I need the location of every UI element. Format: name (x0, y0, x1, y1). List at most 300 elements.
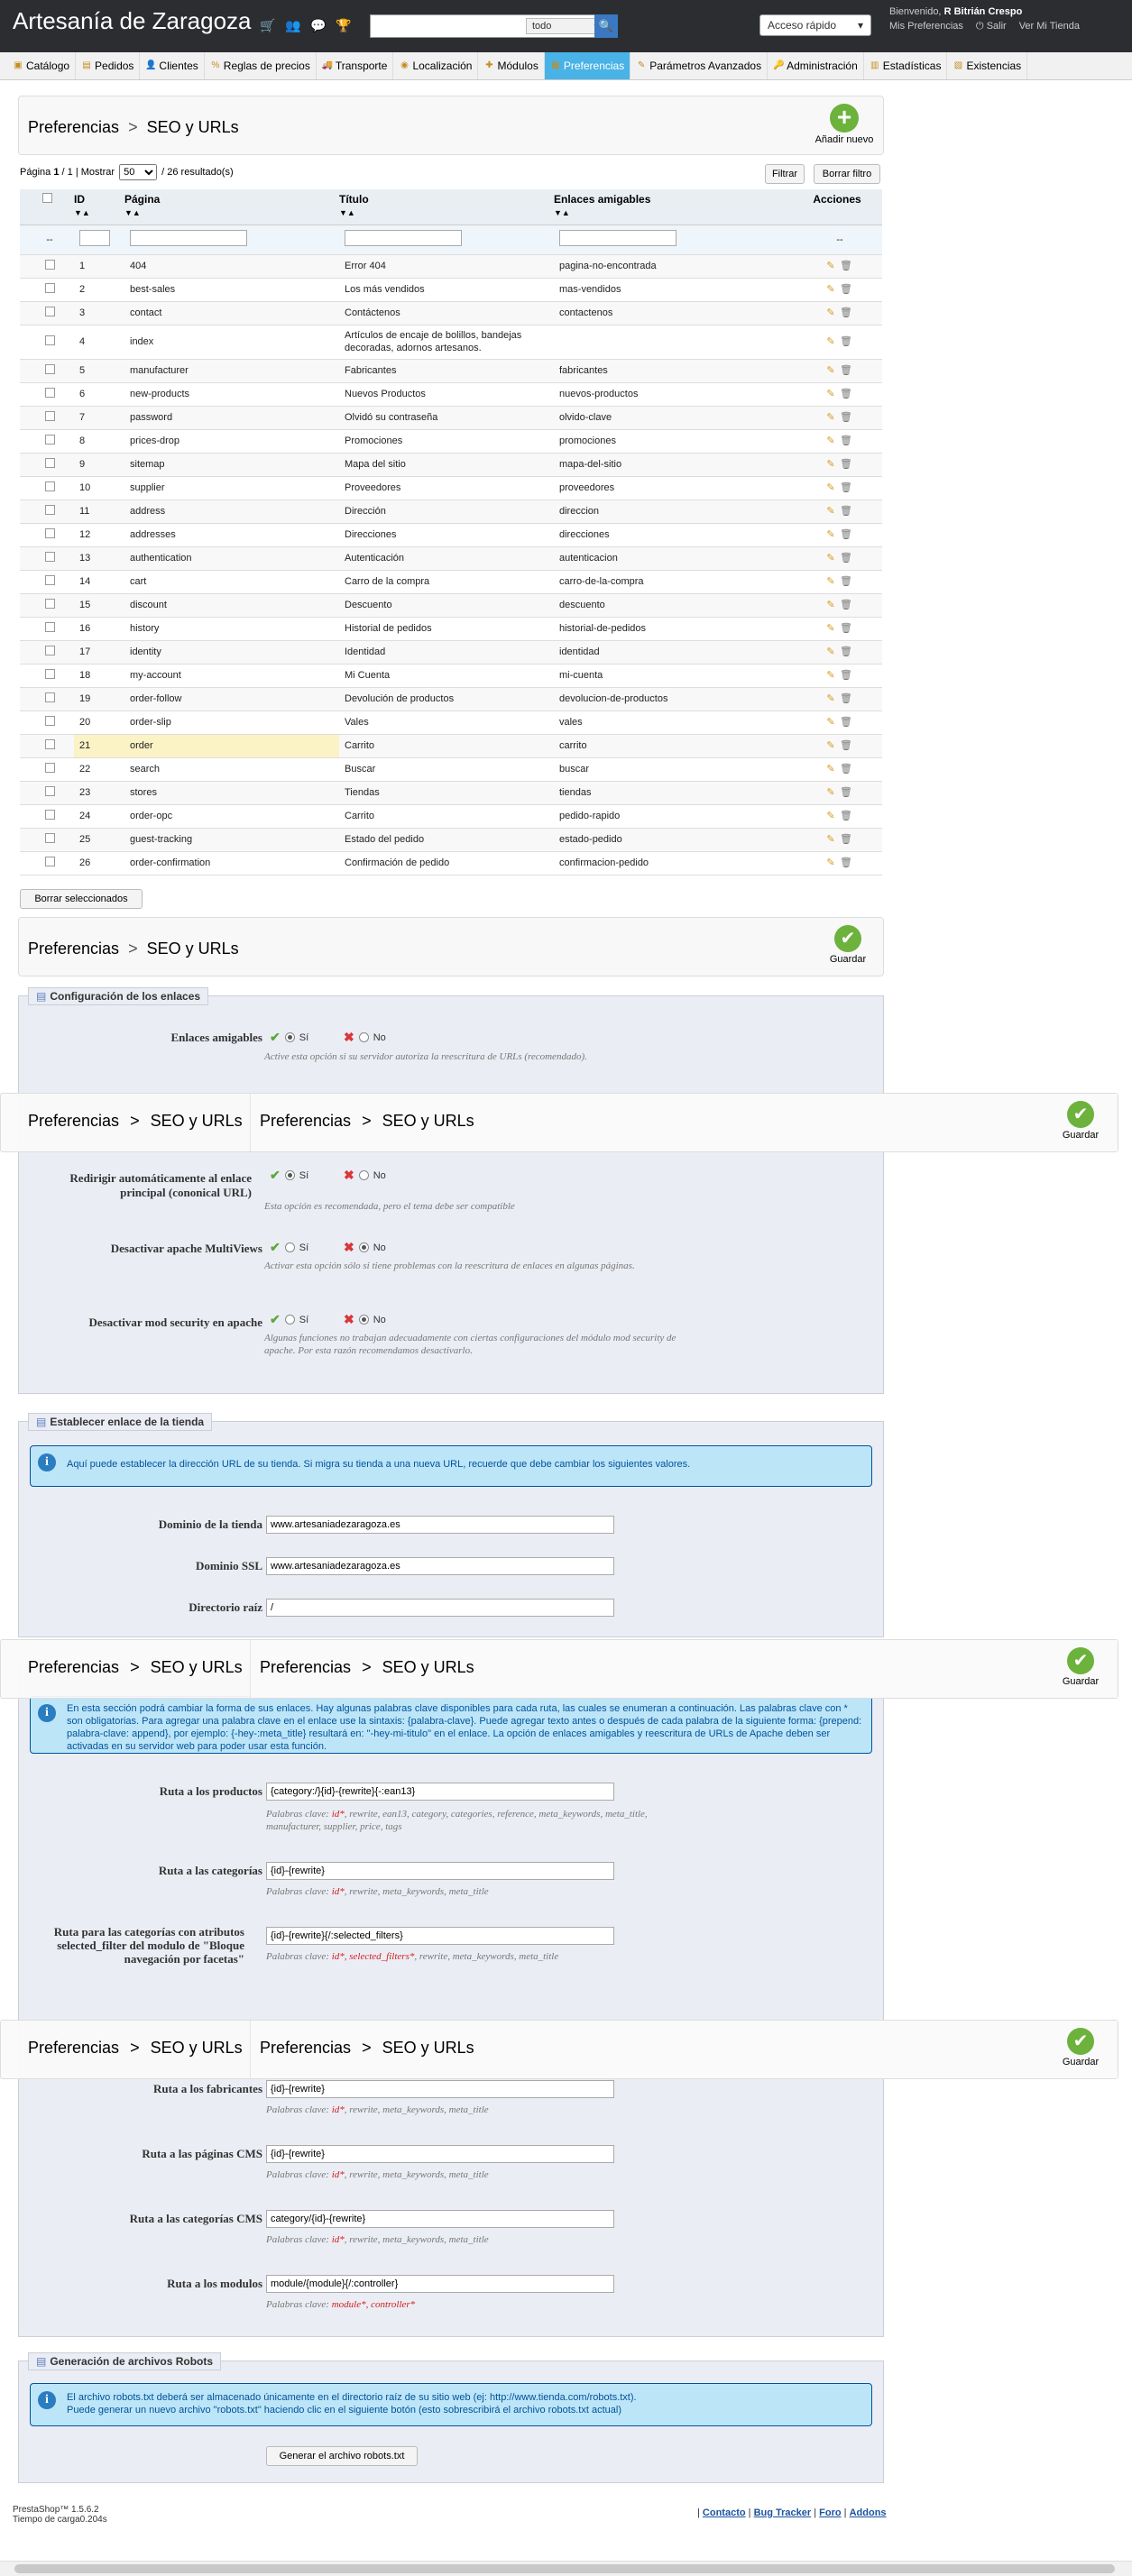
delete-icon[interactable]: 🗑 (840, 412, 852, 423)
table-row[interactable] (20, 523, 882, 546)
tab-reglas-de-precios[interactable] (205, 52, 317, 79)
search-button[interactable] (594, 14, 618, 38)
save-button[interactable]: ✔ Guardar (1058, 1647, 1103, 1687)
row-checkbox[interactable] (45, 622, 55, 632)
save-toolbar (18, 917, 884, 976)
cell-rewrite: identidad (554, 640, 792, 664)
row-checkbox[interactable] (45, 646, 55, 655)
row-checkbox[interactable] (45, 857, 55, 866)
cell-rewrite: buscar (554, 757, 792, 781)
canonical-yes-radio[interactable] (285, 1170, 295, 1180)
delete-icon[interactable]: 🗑 (840, 389, 852, 399)
table-row[interactable] (20, 757, 882, 781)
delete-icon[interactable]: 🗑 (840, 857, 852, 868)
tab-pedidos[interactable] (76, 52, 140, 79)
table-row[interactable] (20, 804, 882, 828)
friendly-label: Enlaces amigables (170, 1031, 262, 1044)
footer (13, 2505, 107, 2525)
filter-title-input[interactable] (345, 230, 462, 246)
form-icon: ▤ (36, 2355, 47, 2368)
cell-page: order-slip (124, 710, 339, 734)
tab-icon: % (211, 60, 220, 70)
route-manufacturers-input[interactable]: {id}-{rewrite} (266, 2080, 614, 2098)
cell-page: prices-drop (124, 429, 339, 453)
cell-rewrite: pedido-rapido (554, 804, 792, 828)
route-cms-input[interactable]: {id}-{rewrite} (266, 2145, 614, 2163)
links-config-fieldset (18, 990, 884, 1394)
tab-icon: ▣ (14, 60, 23, 70)
table-row[interactable] (20, 325, 882, 359)
tab-localizaci-n[interactable] (393, 52, 478, 79)
cell-title: Mi Cuenta (339, 664, 554, 687)
cell-rewrite: estado-pedido (554, 828, 792, 851)
row-checkbox[interactable] (45, 786, 55, 796)
cell-page: new-products (124, 382, 339, 406)
edit-icon[interactable]: ✎ (826, 261, 835, 271)
yes-icon: ✔ (270, 1240, 281, 1254)
row-checkbox[interactable] (45, 692, 55, 702)
top-bar (0, 0, 1132, 52)
canonical-hint: Esta opción es recomendada, pero el tema debe ser compatible (264, 1201, 515, 1212)
cell-page: guest-tracking (124, 828, 339, 851)
multiviews-label: Desactivar apache MultiViews (110, 1242, 262, 1255)
edit-icon[interactable]: ✎ (826, 553, 835, 564)
delete-icon[interactable]: 🗑 (840, 506, 852, 517)
tab-clientes[interactable] (140, 52, 204, 79)
table-row[interactable] (20, 710, 882, 734)
row-checkbox[interactable] (45, 810, 55, 820)
canonical-no-radio[interactable] (359, 1170, 369, 1180)
delete-icon[interactable]: 🗑 (840, 670, 852, 681)
view-shop-link[interactable]: Ver Mi Tienda (1018, 21, 1080, 32)
tab-icon: ▥ (870, 60, 879, 70)
tab-par-metros-avanzados[interactable] (630, 52, 768, 79)
cell-id: 23 (74, 781, 124, 804)
friendly-no-radio[interactable] (359, 1032, 369, 1042)
cell-page: order-opc (124, 804, 339, 828)
filter-button[interactable]: Filtrar (765, 164, 805, 184)
route-cms-categories-input[interactable]: category/{id}-{rewrite} (266, 2210, 614, 2228)
table-row[interactable] (20, 570, 882, 593)
cell-rewrite: contactenos (554, 301, 792, 325)
search-scope-select[interactable]: todo (526, 18, 605, 34)
cell-rewrite: mi-cuenta (554, 664, 792, 687)
table-row[interactable] (20, 734, 882, 757)
multiviews-yes-radio[interactable] (285, 1242, 295, 1252)
row-checkbox[interactable] (45, 307, 55, 316)
cell-rewrite: vales (554, 710, 792, 734)
breadcrumb: Preferencias > SEO y URLs (28, 2039, 243, 2057)
cell-rewrite: direccion (554, 500, 792, 523)
friendly-hint: Active esta opción si su servidor autoriza la reescritura de URLs (recomendado). (264, 1051, 587, 1062)
delete-icon[interactable]: 🗑 (840, 834, 852, 845)
route-modules-input[interactable]: module/{module}{/:controller} (266, 2275, 614, 2293)
modsec-yes[interactable]: ✔ Sí (270, 1312, 309, 1326)
edit-icon[interactable]: ✎ (826, 740, 835, 751)
edit-icon[interactable]: ✎ (826, 811, 835, 821)
modsec-no[interactable]: ✖ No (344, 1312, 386, 1326)
cell-id: 12 (74, 523, 124, 546)
table-row[interactable] (20, 687, 882, 710)
cell-id: 25 (74, 828, 124, 851)
edit-icon[interactable]: ✎ (826, 307, 835, 318)
friendly-yes-radio[interactable] (285, 1032, 295, 1042)
delete-icon[interactable]: 🗑 (840, 576, 852, 587)
table-row[interactable] (20, 254, 882, 278)
footer-link[interactable]: Contacto (702, 2507, 746, 2518)
check-icon: ✔ (834, 925, 861, 952)
friendly-no[interactable]: ✖ No (344, 1030, 386, 1044)
table-row[interactable] (20, 781, 882, 804)
delete-icon[interactable]: 🗑 (840, 717, 852, 728)
cell-id: 13 (74, 546, 124, 570)
modsec-no-radio[interactable] (359, 1315, 369, 1325)
trophy-icon[interactable]: 🏆 (336, 18, 352, 32)
tab-administraci-n[interactable] (768, 52, 864, 79)
sort-arrows-icon[interactable]: ▼▲ (74, 208, 90, 217)
cell-rewrite: pagina-no-encontrada (554, 254, 792, 278)
cart-icon[interactable]: 🛒 (260, 18, 276, 32)
edit-icon[interactable]: ✎ (826, 787, 835, 798)
breadcrumb: Preferencias > SEO y URLs (260, 1112, 474, 1130)
tab-preferencias[interactable] (545, 52, 630, 79)
edit-icon[interactable]: ✎ (826, 576, 835, 587)
table-row[interactable] (20, 664, 882, 687)
tab-existencias[interactable] (947, 52, 1027, 79)
page-toolbar (18, 96, 884, 155)
my-preferences-link[interactable]: Mis Preferencias (889, 21, 963, 32)
root-dir-label: Directorio raíz (189, 1600, 262, 1614)
no-icon: ✖ (344, 1168, 354, 1182)
cell-id: 4 (74, 325, 124, 359)
quick-access-select[interactable]: Acceso rápido ▾ (759, 14, 871, 36)
cell-id: 21 (74, 734, 124, 757)
form-icon: ▤ (36, 990, 47, 1003)
row-checkbox[interactable] (45, 481, 55, 491)
delete-icon[interactable]: 🗑 (840, 553, 852, 564)
filter-id-input[interactable] (79, 230, 110, 246)
cell-id: 8 (74, 429, 124, 453)
sort-arrows-icon[interactable]: ▼▲ (339, 208, 355, 217)
cell-id: 7 (74, 406, 124, 429)
cell-page: stores (124, 781, 339, 804)
edit-icon[interactable]: ✎ (826, 670, 835, 681)
tab-icon: ▦ (551, 60, 560, 70)
row-checkbox[interactable] (45, 505, 55, 515)
table-row[interactable] (20, 617, 882, 640)
col-id: ID (74, 193, 85, 206)
cell-id: 24 (74, 804, 124, 828)
edit-icon[interactable]: ✎ (826, 412, 835, 423)
edit-icon[interactable]: ✎ (826, 389, 835, 399)
cell-title: Promociones (339, 429, 554, 453)
col-actions: Acciones (813, 193, 861, 206)
edit-icon[interactable]: ✎ (826, 284, 835, 295)
row-checkbox[interactable] (45, 411, 55, 421)
tab-icon: ▧ (953, 60, 963, 70)
delete-icon[interactable]: 🗑 (840, 365, 852, 376)
table-row[interactable] (20, 476, 882, 500)
messages-icon[interactable]: 💬 (310, 18, 327, 32)
cell-page: history (124, 617, 339, 640)
reset-filter-button[interactable]: Borrar filtro (814, 164, 880, 184)
scrollbar-thumb[interactable] (14, 2564, 1115, 2573)
col-rewrite: Enlaces amigables (554, 193, 651, 206)
row-checkbox[interactable] (45, 552, 55, 562)
delete-icon[interactable]: 🗑 (840, 435, 852, 446)
canonical-no[interactable]: ✖ No (344, 1168, 386, 1182)
cell-id: 5 (74, 359, 124, 382)
cell-rewrite: autenticacion (554, 546, 792, 570)
route-cms-categories-keywords: Palabras clave: id*, rewrite, meta_keywords, meta_title (266, 2234, 489, 2245)
edit-icon[interactable]: ✎ (826, 600, 835, 610)
cell-page: sitemap (124, 453, 339, 476)
save-button[interactable]: ✔ Guardar (1058, 2028, 1103, 2067)
route-facets-input[interactable]: {id}-{rewrite}{/:selected_filters} (266, 1927, 614, 1945)
no-icon: ✖ (344, 1240, 354, 1254)
domain-input[interactable]: www.artesaniadezaragoza.es (266, 1516, 614, 1534)
delete-icon[interactable]: 🗑 (840, 307, 852, 318)
delete-icon[interactable]: 🗑 (840, 529, 852, 540)
cell-page: manufacturer (124, 359, 339, 382)
select-all-checkbox[interactable] (42, 193, 52, 203)
root-dir-input[interactable]: / (266, 1599, 614, 1617)
edit-icon[interactable]: ✎ (826, 623, 835, 634)
save-button[interactable]: ✔ Guardar (1058, 1101, 1103, 1141)
modsec-yes-radio[interactable] (285, 1315, 295, 1325)
ssl-domain-input[interactable]: www.artesaniadezaragoza.es (266, 1557, 614, 1575)
row-checkbox[interactable] (45, 388, 55, 398)
canonical-label: Redirigir automáticamente al enlace principal (cononical URL) (69, 1171, 252, 1199)
edit-icon[interactable]: ✎ (826, 435, 835, 446)
multiviews-no[interactable]: ✖ No (344, 1240, 386, 1254)
footer-link[interactable]: Addons (849, 2507, 887, 2518)
cell-title: Proveedores (339, 476, 554, 500)
tab-label: Clientes (159, 60, 198, 72)
route-categories-input[interactable]: {id}-{rewrite} (266, 1862, 614, 1880)
cell-title: Contáctenos (339, 301, 554, 325)
footer-link[interactable]: Bug Tracker (753, 2507, 812, 2518)
per-page-select[interactable] (119, 164, 157, 180)
cell-title: Autenticación (339, 546, 554, 570)
table-row[interactable] (20, 500, 882, 523)
route-categories-keywords: Palabras clave: id*, rewrite, meta_keywords, meta_title (266, 1886, 489, 1897)
sticky-toolbar-overlay (0, 2020, 1118, 2079)
customers-icon[interactable]: 👥 (285, 18, 301, 32)
row-checkbox[interactable] (45, 364, 55, 374)
edit-icon[interactable]: ✎ (826, 834, 835, 845)
cell-rewrite: confirmacion-pedido (554, 851, 792, 875)
row-checkbox[interactable] (45, 716, 55, 726)
delete-icon[interactable]: 🗑 (840, 482, 852, 493)
route-products-input[interactable]: {category:/}{id}-{rewrite}{-:ean13} (266, 1783, 614, 1801)
row-checkbox[interactable] (45, 528, 55, 538)
breadcrumb: Preferencias > SEO y URLs (28, 118, 239, 136)
delete-icon[interactable]: 🗑 (840, 740, 852, 751)
table-row[interactable] (20, 640, 882, 664)
route-manufacturers-keywords: Palabras clave: id*, rewrite, meta_keywords, meta_title (266, 2104, 489, 2115)
table-row[interactable] (20, 593, 882, 617)
filter-rewrite-input[interactable] (559, 230, 676, 246)
edit-icon[interactable]: ✎ (826, 529, 835, 540)
edit-icon[interactable]: ✎ (826, 365, 835, 376)
tab-icon: ◉ (400, 60, 409, 70)
domain-label: Dominio de la tienda (158, 1517, 262, 1531)
table-row[interactable] (20, 382, 882, 406)
delete-icon[interactable]: 🗑 (840, 336, 852, 347)
cell-title: Vales (339, 710, 554, 734)
cell-id: 18 (74, 664, 124, 687)
search-input[interactable] (374, 19, 519, 33)
yes-icon: ✔ (270, 1168, 281, 1182)
delete-icon[interactable]: 🗑 (840, 623, 852, 634)
info-icon: i (38, 2391, 56, 2409)
delete-icon[interactable]: 🗑 (840, 811, 852, 821)
sticky-toolbar-overlay (0, 1639, 1118, 1699)
delete-icon[interactable]: 🗑 (840, 261, 852, 271)
cell-page: best-sales (124, 278, 339, 301)
delete-selected-button[interactable]: Borrar seleccionados (20, 889, 143, 909)
cell-rewrite: proveedores (554, 476, 792, 500)
cell-rewrite: mas-vendidos (554, 278, 792, 301)
delete-icon[interactable]: 🗑 (840, 764, 852, 775)
version-text: PrestaShop™ 1.5.6.2 (13, 2505, 99, 2515)
edit-icon[interactable]: ✎ (826, 336, 835, 347)
cell-title: Fabricantes (339, 359, 554, 382)
breadcrumb: Preferencias > SEO y URLs (28, 1112, 243, 1130)
search-icon: 🔍 (598, 19, 614, 32)
robots-info: i El archivo robots.txt deberá ser almacenado únicamente en el directorio raíz de su sitio web (ej: http://www.tienda.com/robots.txt). Puede generar un nuevo archivo "robots.txt" haciendo clic en el siguiente botón (esto sobrescribirá el archivo robots.txt actual) (30, 2383, 872, 2426)
route-modules-keywords: Palabras clave: module*, controller* (266, 2299, 416, 2310)
tab-icon: 👤 (145, 60, 157, 70)
delete-icon[interactable]: 🗑 (840, 693, 852, 704)
row-checkbox[interactable] (45, 763, 55, 773)
cell-rewrite: direcciones (554, 523, 792, 546)
filter-page-input[interactable] (130, 230, 247, 246)
horizontal-scrollbar[interactable] (0, 2561, 1132, 2576)
cell-title: Mapa del sitio (339, 453, 554, 476)
delete-icon[interactable]: 🗑 (840, 646, 852, 657)
tab-label: Transporte (335, 60, 388, 72)
cell-page: discount (124, 593, 339, 617)
logout-link[interactable]: ⏻ Salir (975, 21, 1007, 32)
edit-icon[interactable]: ✎ (826, 717, 835, 728)
row-checkbox[interactable] (45, 260, 55, 270)
multiviews-yes[interactable]: ✔ Sí (270, 1240, 309, 1254)
table-row[interactable] (20, 301, 882, 325)
save-button[interactable]: ✔ Guardar (825, 925, 870, 965)
edit-icon[interactable]: ✎ (826, 506, 835, 517)
row-checkbox[interactable] (45, 283, 55, 293)
tab-m-dulos[interactable] (478, 52, 544, 79)
table-row[interactable] (20, 278, 882, 301)
cell-title: Carrito (339, 804, 554, 828)
cell-rewrite: devolucion-de-productos (554, 687, 792, 710)
cell-rewrite: carro-de-la-compra (554, 570, 792, 593)
pagination: Página 1 / 1 | Mostrar 50 / 26 resultado(s) (20, 164, 234, 180)
route-modules-label: Ruta a los modulos (167, 2277, 262, 2290)
edit-icon[interactable]: ✎ (826, 857, 835, 868)
table-row[interactable] (20, 406, 882, 429)
table-row[interactable] (20, 828, 882, 851)
cell-id: 3 (74, 301, 124, 325)
route-cms-keywords: Palabras clave: id*, rewrite, meta_keywords, meta_title (266, 2169, 489, 2180)
filter-dash: -- (20, 225, 74, 254)
table-row[interactable] (20, 851, 882, 875)
load-time-text: Tiempo de carga0.204s (13, 2515, 107, 2525)
tab-label: Parámetros Avanzados (649, 60, 762, 72)
route-products-keywords: Palabras clave: id*, rewrite, ean13, category, categories, reference, meta_keywords, meta_title, manufacturer, supplier, price, tags (266, 1809, 648, 1832)
row-checkbox[interactable] (45, 458, 55, 468)
tab-icon: 🚚 (321, 60, 334, 70)
sort-arrows-icon[interactable]: ▼▲ (124, 208, 141, 217)
row-checkbox[interactable] (45, 435, 55, 445)
footer-link[interactable]: Foro (819, 2507, 842, 2518)
row-checkbox[interactable] (45, 575, 55, 585)
shop-name[interactable]: Artesanía de Zaragoza (13, 7, 252, 34)
edit-icon[interactable]: ✎ (826, 459, 835, 470)
cell-page: authentication (124, 546, 339, 570)
cell-rewrite: nuevos-productos (554, 382, 792, 406)
tab-estad-sticas[interactable] (864, 52, 948, 79)
edit-icon[interactable]: ✎ (826, 764, 835, 775)
delete-icon[interactable]: 🗑 (840, 459, 852, 470)
ssl-label: Dominio SSL (195, 1559, 262, 1572)
edit-icon[interactable]: ✎ (826, 693, 835, 704)
delete-icon[interactable]: 🗑 (840, 600, 852, 610)
table-row[interactable] (20, 453, 882, 476)
edit-icon[interactable]: ✎ (826, 482, 835, 493)
table-row[interactable] (20, 546, 882, 570)
tab-label: Preferencias (563, 60, 625, 72)
route-categories-label: Ruta a las categorías (158, 1864, 262, 1877)
tab-transporte[interactable] (317, 52, 394, 79)
multiviews-no-radio[interactable] (359, 1242, 369, 1252)
check-icon: ✔ (1067, 2028, 1094, 2055)
add-new-button[interactable]: + Añadir nuevo (814, 103, 874, 145)
row-checkbox[interactable] (45, 739, 55, 749)
cell-page: cart (124, 570, 339, 593)
tab-cat-logo[interactable] (7, 52, 76, 79)
row-checkbox[interactable] (45, 669, 55, 679)
cell-title: Historial de pedidos (339, 617, 554, 640)
tab-label: Reglas de precios (223, 60, 310, 72)
tab-label: Administración (787, 60, 858, 72)
tab-label: Pedidos (95, 60, 134, 72)
table-row[interactable] (20, 359, 882, 382)
edit-icon[interactable]: ✎ (826, 646, 835, 657)
footer-links: | Contacto | Bug Tracker | Foro | Addons (697, 2507, 887, 2518)
cell-page: address (124, 500, 339, 523)
cell-page: my-account (124, 664, 339, 687)
delete-icon[interactable]: 🗑 (840, 787, 852, 798)
friendly-yes[interactable]: ✔ Sí (270, 1030, 309, 1044)
row-checkbox[interactable] (45, 599, 55, 609)
row-checkbox[interactable] (45, 335, 55, 345)
cell-id: 15 (74, 593, 124, 617)
tab-label: Catálogo (26, 60, 70, 72)
canonical-yes[interactable]: ✔ Sí (270, 1168, 309, 1182)
table-row[interactable] (20, 429, 882, 453)
cell-title: Dirección (339, 500, 554, 523)
sort-arrows-icon[interactable]: ▼▲ (554, 208, 570, 217)
row-checkbox[interactable] (45, 833, 55, 843)
generate-robots-button[interactable]: Generar el archivo robots.txt (266, 2446, 418, 2466)
route-facets-keywords: Palabras clave: id*, selected_filters*, rewrite, meta_keywords, meta_title (266, 1951, 559, 1962)
delete-icon[interactable]: 🗑 (840, 284, 852, 295)
cell-id: 20 (74, 710, 124, 734)
main-menu (0, 52, 1132, 80)
